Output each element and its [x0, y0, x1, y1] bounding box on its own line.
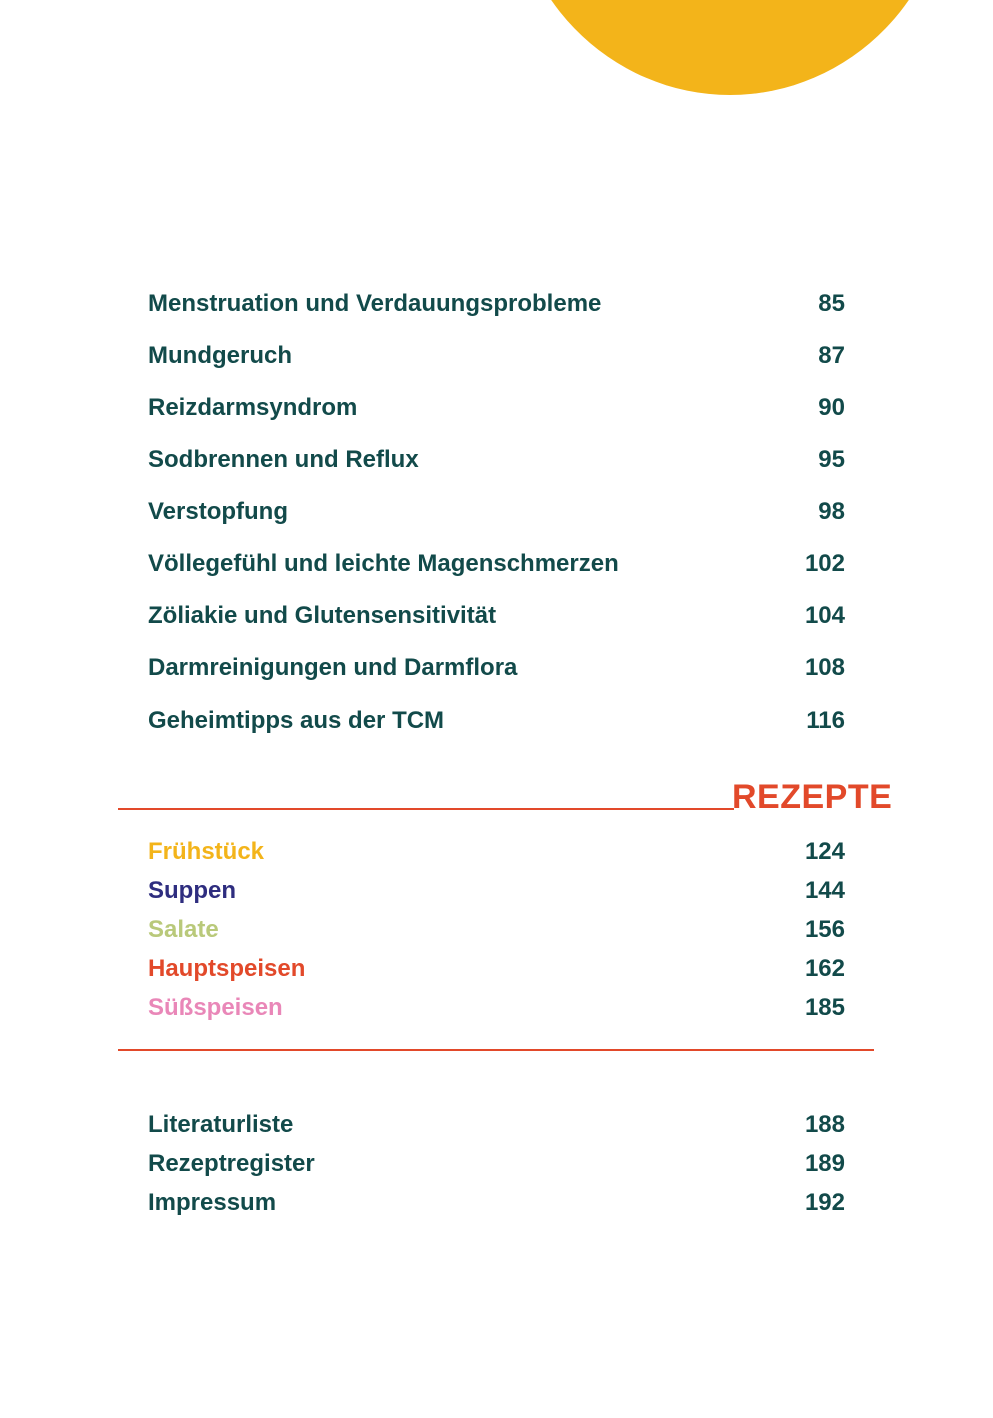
toc-entry[interactable] [148, 707, 845, 735]
toc-entry-page: 124 [804, 838, 845, 865]
toc-entry-page: 108 [804, 654, 845, 681]
toc-entry-title: Frühstück [148, 838, 265, 865]
section-divider-top [118, 808, 734, 810]
toc-recipe-entry[interactable] [148, 838, 845, 866]
toc-entry-title: Hauptspeisen [148, 955, 306, 982]
toc-entry[interactable] [148, 1189, 845, 1217]
toc-entry-title: Zöliakie und Glutensensitivität [148, 602, 497, 629]
toc-entry-title: Salate [148, 916, 219, 943]
toc-entry[interactable] [148, 1150, 845, 1178]
toc-entry-page: 98 [818, 498, 845, 525]
toc-entry-title: Suppen [148, 877, 236, 904]
toc-entry-page: 185 [804, 994, 845, 1021]
toc-entry-page: 189 [804, 1150, 845, 1177]
toc-entry-page: 144 [804, 877, 845, 904]
toc-entry-page: 192 [804, 1189, 845, 1216]
toc-entry-title: Darmreinigungen und Darmflora [148, 654, 518, 681]
toc-entry-title: Menstruation und Verdauungsprobleme [148, 290, 602, 317]
toc-entry[interactable] [148, 342, 845, 370]
toc-entry-page: 87 [818, 342, 845, 369]
toc-entry-title: Mundgeruch [148, 342, 292, 369]
toc-entry[interactable] [148, 602, 845, 630]
toc-entry-title: Sodbrennen und Reflux [148, 446, 419, 473]
toc-recipe-entry[interactable] [148, 994, 845, 1022]
toc-entry-page: 116 [806, 707, 845, 734]
toc-entry-page: 85 [818, 290, 845, 317]
toc-entry-title: Süßspeisen [148, 994, 283, 1021]
toc-entry[interactable] [148, 446, 845, 474]
toc-entry-title: Literaturliste [148, 1111, 294, 1138]
toc-entry-page: 188 [804, 1111, 845, 1138]
toc-entry-title: Rezeptregister [148, 1150, 315, 1177]
toc-entry[interactable] [148, 394, 845, 422]
section-divider-bottom [118, 1049, 874, 1051]
toc-entry-title: Reizdarmsyndrom [148, 394, 358, 421]
toc-entry-title: Geheimtipps aus der TCM [148, 707, 445, 734]
toc-entry[interactable] [148, 550, 845, 578]
toc-entry[interactable] [148, 290, 845, 318]
toc-entry-title: Impressum [148, 1189, 277, 1216]
toc-entry-title: Verstopfung [148, 498, 289, 525]
toc-entry-page: 162 [804, 955, 845, 982]
toc-entry-title: Völlegefühl und leichte Magenschmerzen [148, 550, 619, 577]
toc-entry-page: 102 [804, 550, 845, 577]
decorative-yellow-circle [510, 0, 950, 95]
toc-entry-page: 90 [818, 394, 845, 421]
toc-entry-page: 156 [804, 916, 845, 943]
toc-entry[interactable] [148, 498, 845, 526]
toc-recipe-entry[interactable] [148, 916, 845, 944]
toc-entry-page: 95 [818, 446, 845, 473]
toc-entry[interactable] [148, 1111, 845, 1139]
toc-recipe-entry[interactable] [148, 877, 845, 905]
toc-recipe-entry[interactable] [148, 955, 845, 983]
recipes-heading: REZEPTE [732, 778, 893, 816]
toc-entry[interactable] [148, 654, 845, 682]
toc-entry-page: 104 [804, 602, 845, 629]
